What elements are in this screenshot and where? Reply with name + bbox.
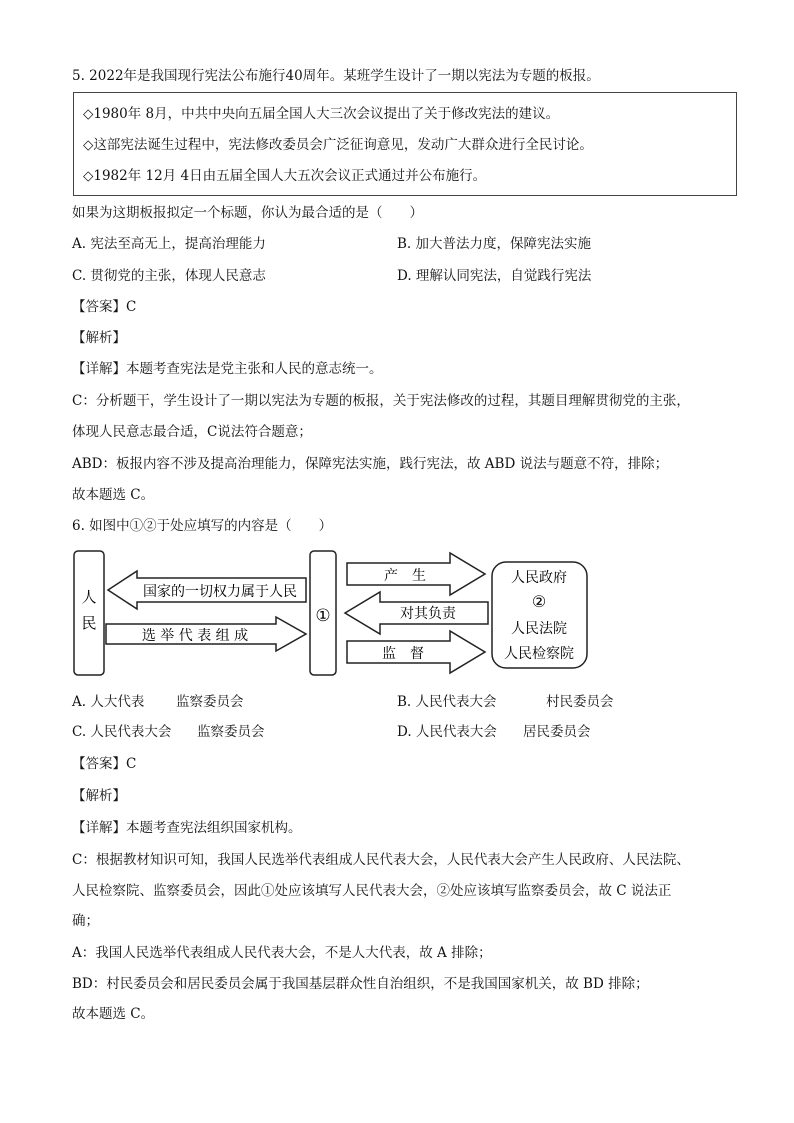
q6-detail-5: A：我国人民选举代表组成人民代表大会，不是人大代表，故 A 排除； [72,945,492,961]
q6-diagram [0,545,794,685]
q5-question: 如果为这期板报拟定一个标题，你认为最合适的是（ ） [72,205,423,221]
q5-answer: 【答案】C [72,299,137,315]
organ-procuratorate: 人民检察院 [504,646,574,662]
q6-detail-7: 故本题选 C。 [72,1006,155,1022]
q5-option-a: A. 宪法至高无上，提高治理能力 [72,236,266,252]
organ-government: 人民政府 [511,570,567,586]
q5-analysis-label: 【解析】 [72,330,126,346]
q5-option-d: D. 理解认同宪法，自觉践行宪法 [397,268,592,284]
organ-blank-2: ② [531,592,547,611]
q6-detail-4: 确； [72,913,99,929]
q6-option-b-2: 村民委员会 [546,694,614,710]
arrow-supervise-label: 监 督 [382,646,424,662]
q5-option-c: C. 贯彻党的主张，体现人民意志 [72,268,266,284]
q6-option-a-1: A. 人大代表 [72,694,145,710]
arrow-produce-label: 产 生 [384,568,426,584]
organ-court: 人民法院 [511,621,567,637]
q5-board-box [73,92,737,196]
q5-box-line-3: ◇1982年 12月 4日由五届全国人大五次会议正式通过并公布施行。 [83,168,487,184]
center-label: ① [315,606,331,626]
q6-option-c-2: 监察委员会 [197,724,265,740]
q6-detail-3: 人民检察院、监察委员会，因此①处应该填写人民代表大会，②处应该填写监察委员会，故 C 说法正 [72,883,672,899]
people-box [74,551,104,675]
q5-stem: 5. 2022年是我国现行宪法公布施行40周年。某班学生设计了一期以宪法为专题的板报。 [72,68,600,84]
q5-detail-1: 【详解】本题考查宪法是党主张和人民的意志统一。 [72,361,383,377]
arrow-right-bottom-label: 选 举 代 表 组 成 [141,628,249,644]
people-label-1: 人 [81,588,97,606]
people-label-2: 民 [81,614,97,632]
q6-stem: 6. 如图中①②于处应填写的内容是（ ） [72,518,333,534]
q6-option-d-2: 居民委员会 [523,724,591,740]
q6-detail-6: BD：村民委员会和居民委员会属于我国基层群众性自治组织，不是我国国家机关，故 BD 排除； [72,976,649,992]
q6-option-a-2: 监察委员会 [176,694,244,710]
q5-detail-5: 故本题选 C。 [72,487,155,503]
arrow-responsible-label: 对其负责 [400,606,456,622]
q6-detail-1: 【详解】本题考查宪法组织国家机构。 [72,820,302,836]
q5-box-line-1: ◇1980年 8月，中共中央向五届全国人大三次会议提出了关于修改宪法的建议。 [83,106,560,122]
arrow-left-top-label: 国家的一切权力属于人民 [143,584,297,600]
q6-answer: 【答案】C [72,756,137,772]
q5-detail-2: C：分析题干，学生设计了一期以宪法为专题的板报，关于宪法修改的过程，其题目理解贯彻党的主张， [72,393,690,409]
q5-detail-3: 体现人民意志最合适，C说法符合题意； [72,424,312,440]
q6-analysis-label: 【解析】 [72,788,126,804]
q6-option-c-1: C. 人民代表大会 [72,724,172,740]
q5-detail-4: ABD：板报内容不涉及提高治理能力，保障宪法实施，践行宪法，故 ABD 说法与题意不符，排除； [72,456,669,472]
q6-option-d-1: D. 人民代表大会 [397,724,497,740]
q6-option-b-1: B. 人民代表大会 [397,694,497,710]
q5-option-b: B. 加大普法力度，保障宪法实施 [397,236,592,252]
q5-box-line-2: ◇这部宪法诞生过程中，宪法修改委员会广泛征询意见，发动广大群众进行全民讨论。 [83,137,593,153]
q6-detail-2: C：根据教材知识可知，我国人民选举代表组成人民代表大会，人民代表大会产生人民政府、人民法院、 [72,852,690,868]
